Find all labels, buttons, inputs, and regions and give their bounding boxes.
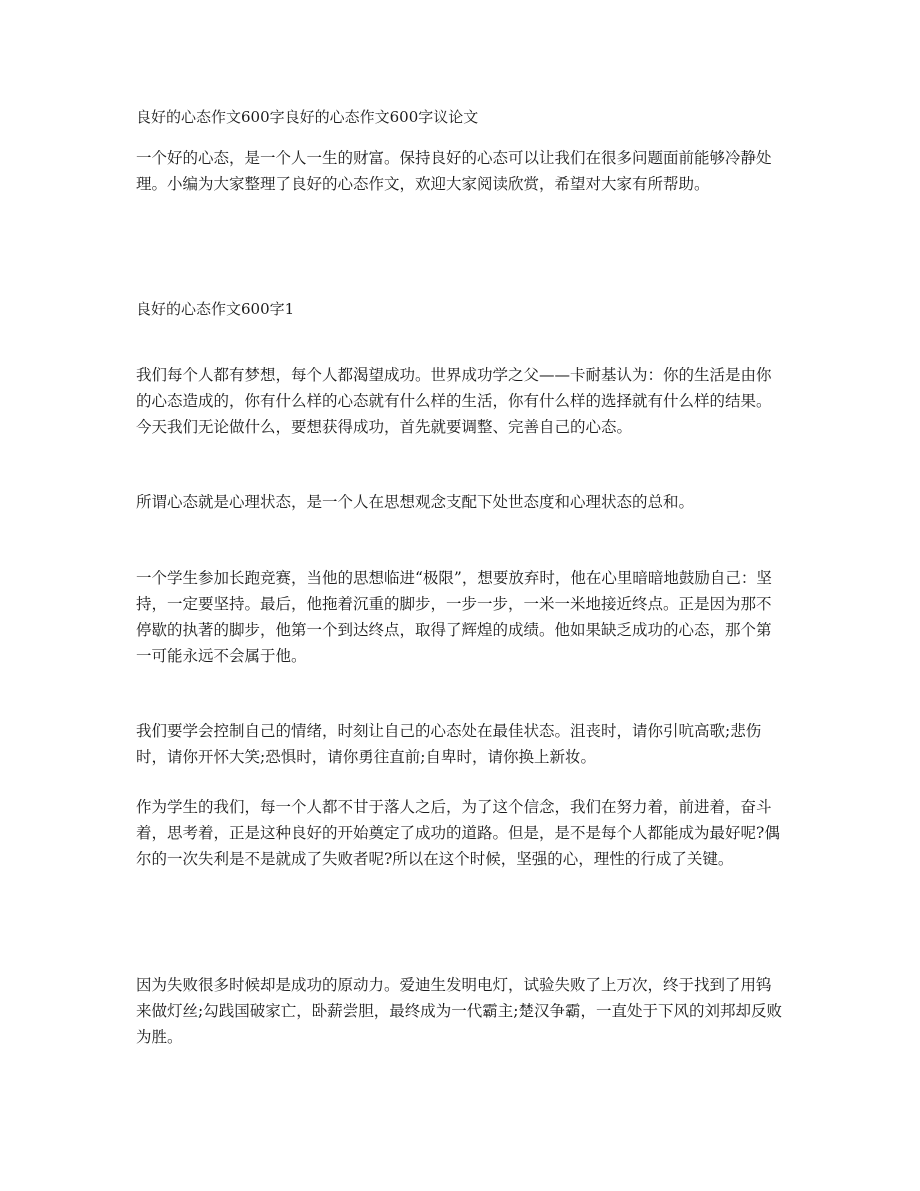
- body-paragraph: 作为学生的我们，每一个人都不甘于落人之后，为了这个信念，我们在努力着，前进着，奋斗着，思考着，正是这种良好的开始奠定了成功的道路。但是，是不是每个人都能成为最好呢?偶尔的一次失利是不是就成了失败者呢?所以在这个时候，坚强的心，理性的行成了关键。: [136, 798, 780, 868]
- body-paragraph: 所谓心态就是心理状态，是一个人在思想观念支配下处世态度和心理状态的总和。: [136, 493, 695, 511]
- body-paragraph: 我们每个人都有梦想，每个人都渴望成功。世界成功学之父——卡耐基认为：你的生活是由你的心态造成的，你有什么样的心态就有什么样的生活，你有什么样的选择就有什么样的结果。今天我们无论做什么，要想获得成功，首先就要调整、完善自己的心态。: [136, 366, 772, 436]
- section-heading: 良好的心态作文600字1: [136, 300, 295, 318]
- body-paragraph: 因为失败很多时候却是成功的原动力。爱迪生发明电灯，试验失败了上万次，终于找到了用钨来做灯丝;勾践国破家亡，卧薪尝胆，最终成为一代霸主;楚汉争霸，一直处于下风的刘邦却反败为胜。: [136, 976, 782, 1046]
- body-paragraph: 一个学生参加长跑竞赛，当他的思想临进“极限”，想要放弃时，他在心里暗暗地鼓励自己：坚持，一定要坚持。最后，他拖着沉重的脚步，一步一步，一米一米地接近终点。正是因为那不停歇的执著的脚步，他第一个到达终点，取得了辉煌的成绩。他如果缺乏成功的心态，那个第一可能永远不会属于他。: [136, 569, 772, 665]
- intro-paragraph: 一个好的心态，是一个人一生的财富。保持良好的心态可以让我们在很多问题面前能够冷静处理。小编为大家整理了良好的心态作文，欢迎大家阅读欣赏，希望对大家有所帮助。: [136, 149, 772, 193]
- body-paragraph: 我们要学会控制自己的情绪，时刻让自己的心态处在最佳状态。沮丧时，请你引吭高歌;悲伤时，请你开怀大笑;恐惧时，请你勇往直前;自卑时，请你换上新妆。: [136, 722, 762, 766]
- document-title: 良好的心态作文600字良好的心态作文600字议论文: [136, 108, 479, 126]
